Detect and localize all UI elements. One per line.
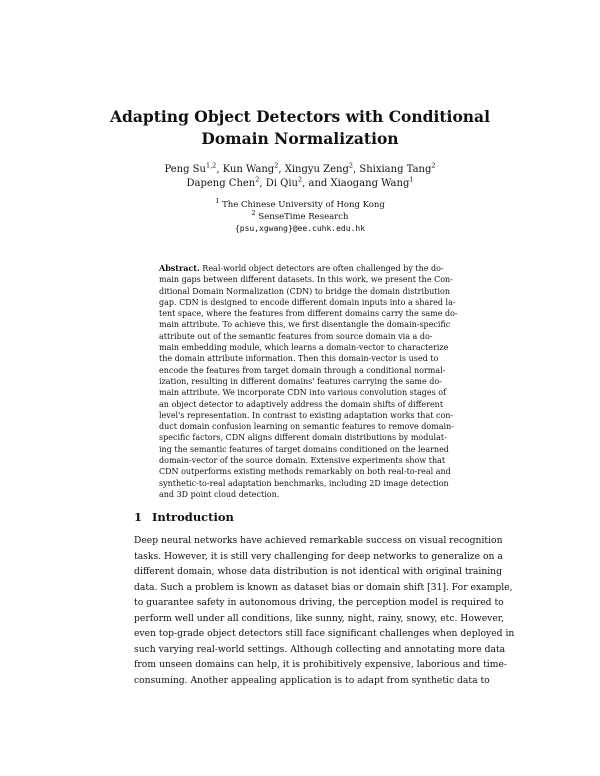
abstract-line: ditional Domain Normalization (CDN) to bridge the domain distribution bbox=[159, 286, 451, 296]
author-name: Kun Wang bbox=[222, 164, 275, 175]
title-line-2: Domain Normalization bbox=[201, 129, 399, 148]
abstract-line: synthetic-to-real adaptation benchmarks, including 2D image detection bbox=[159, 478, 449, 488]
author-affil-sup: 2 bbox=[274, 161, 279, 170]
abstract-line: ization, resulting in different domains' features carrying the same do- bbox=[159, 376, 442, 386]
section-title: Introduction bbox=[152, 510, 234, 524]
abstract-line: level's representation. In contrast to existing adaptation works that con- bbox=[159, 410, 454, 420]
affiliation-name: The Chinese University of Hong Kong bbox=[222, 200, 385, 210]
intro-line: tasks. However, it is still very challenging for deep networks to generalize on a bbox=[134, 550, 503, 562]
abstract-line: main attribute. We incorporate CDN into various convolution stages of bbox=[159, 388, 447, 398]
abstract-line: ing the semantic features of target domains conditioned on the learned bbox=[159, 444, 449, 454]
intro-line: different domain, whose data distribution is not identical with original training bbox=[134, 566, 502, 577]
intro-line: to guarantee safety in autonomous driving, the perception model is required to bbox=[134, 597, 504, 608]
author-name: Shixiang Tang bbox=[359, 164, 432, 175]
author-separator: , bbox=[216, 164, 223, 175]
affiliation-1 bbox=[0, 199, 600, 211]
intro-line: Deep neural networks have achieved remarkable success on visual recognition bbox=[134, 535, 503, 546]
author-separator: , bbox=[353, 164, 360, 175]
author-name: Dapeng Chen bbox=[186, 178, 256, 189]
section-heading bbox=[134, 510, 234, 524]
author-name: Peng Su bbox=[164, 164, 206, 175]
abstract-line: encode the features from target domain through a conditional normal- bbox=[159, 365, 446, 375]
abstract-line: duct domain confusion learning on semantic features to remove domain- bbox=[159, 422, 454, 432]
abstract-line: the domain attribute information. Then this domain-vector is used to bbox=[159, 354, 439, 364]
abstract-line: main gaps between different datasets. In this work, we present the Con- bbox=[159, 275, 453, 285]
author-line-2 bbox=[0, 177, 600, 191]
affiliation-sup: 1 bbox=[215, 197, 220, 206]
affiliation-2 bbox=[0, 211, 600, 223]
introduction-text bbox=[134, 533, 515, 688]
abstract-line: gap. CDN is designed to encode different domain inputs into a shared la- bbox=[159, 297, 456, 307]
abstract-line: attribute out of the semantic features from source domain via a do- bbox=[159, 331, 433, 341]
affiliations bbox=[0, 199, 600, 235]
section-number: 1 bbox=[134, 510, 143, 524]
title-line-1: Adapting Object Detectors with Conditional bbox=[110, 107, 490, 126]
author-affil-sup: 1,2 bbox=[205, 161, 217, 170]
intro-line: perform well under all conditions, like sunny, night, rainy, snowy, etc. However, bbox=[134, 612, 505, 624]
abstract-line: CDN outperforms existing methods remarkably on both real-to-real and bbox=[159, 467, 451, 477]
abstract-line: an object detector to adaptively address the domain shifts of different bbox=[159, 399, 444, 409]
author-affil-sup: 2 bbox=[255, 175, 260, 184]
abstract-line: tent space, where the features from different domains carry the same do- bbox=[159, 309, 458, 319]
email: {psu,xgwang}@ee.cuhk.edu.hk bbox=[234, 224, 366, 233]
author-list bbox=[0, 163, 600, 191]
affiliation-sup: 2 bbox=[251, 209, 256, 218]
abstract-line: domain-vector of the source domain. Extensive experiments show that bbox=[159, 456, 446, 466]
abstract-line: main attribute. To achieve this, we first disentangle the domain-specific bbox=[159, 320, 451, 330]
author-name: Di Qiu bbox=[265, 178, 298, 189]
abstract-line-0 bbox=[159, 263, 442, 274]
author-separator: , bbox=[278, 164, 285, 175]
author-name: Xingyu Zeng bbox=[284, 164, 349, 175]
intro-line: such varying real-world settings. Although collecting and annotating more data bbox=[134, 643, 506, 655]
intro-line: from unseen domains can help, it is prohibitively expensive, laborious and time- bbox=[134, 659, 507, 670]
author-affil-sup: 2 bbox=[431, 161, 436, 170]
author-affil-sup: 1 bbox=[409, 175, 414, 184]
paper-title bbox=[0, 106, 600, 150]
author-separator: , bbox=[259, 178, 266, 189]
abstract-text: Real-world object detectors are often challenged by the do- bbox=[202, 264, 444, 273]
author-affil-sup: 2 bbox=[348, 161, 353, 170]
abstract bbox=[159, 263, 458, 500]
intro-line: consuming. Another appealing application is to adapt from synthetic data to bbox=[134, 674, 490, 686]
abstract-line: specific factors, CDN aligns different domain distributions by modulat- bbox=[159, 433, 447, 443]
intro-line: data. Such a problem is known as dataset bias or domain shift [31]. For example, bbox=[134, 581, 513, 593]
author-separator: , and bbox=[302, 178, 331, 189]
abstract-label: Abstract. bbox=[159, 263, 200, 273]
abstract-line: and 3D point cloud detection. bbox=[159, 489, 280, 499]
affiliation-name: SenseTime Research bbox=[258, 212, 349, 222]
intro-line: even top-grade object detectors still face significant challenges when deployed in bbox=[134, 628, 515, 639]
abstract-line: main embedding module, which learns a domain-vector to characterize bbox=[159, 343, 449, 353]
author-affil-sup: 2 bbox=[297, 175, 303, 184]
author-name: Xiaogang Wang bbox=[330, 178, 410, 189]
